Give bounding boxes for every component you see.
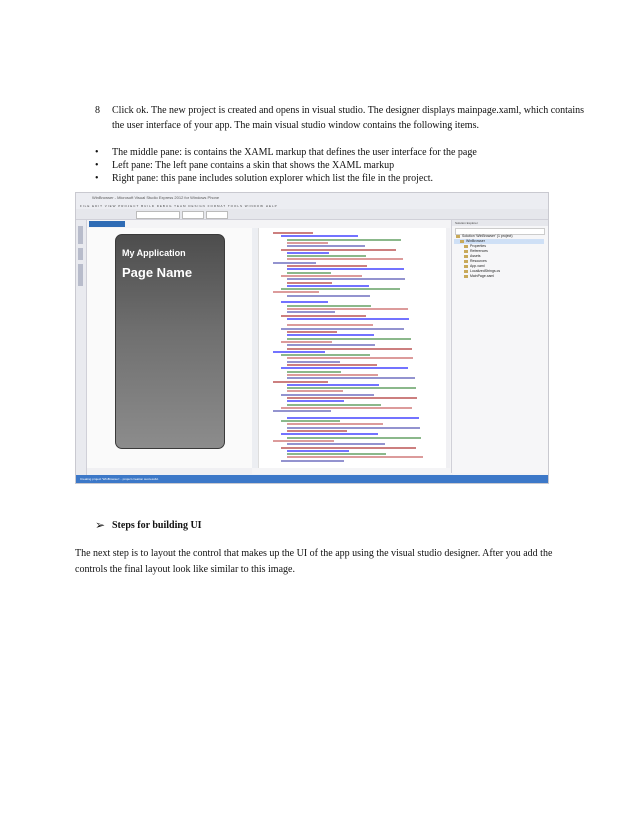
- code-line: [287, 417, 419, 419]
- config-dropdown: [182, 211, 204, 219]
- explorer-item: Resources: [464, 259, 487, 264]
- code-line: [287, 387, 416, 389]
- explorer-item: Assets: [464, 254, 481, 259]
- code-line: [287, 295, 370, 297]
- code-line: [281, 367, 408, 369]
- code-line: [281, 394, 374, 396]
- code-line: [281, 354, 370, 356]
- code-line: [287, 318, 409, 320]
- visual-studio-screenshot: [75, 192, 549, 484]
- app-title: My Application: [122, 248, 186, 258]
- toolbar: [76, 209, 548, 220]
- code-line: [273, 351, 325, 353]
- code-line: [287, 324, 373, 326]
- bullet-dot-icon: •: [95, 173, 99, 184]
- code-line: [273, 440, 334, 442]
- code-line: [287, 338, 411, 340]
- code-line: [273, 262, 316, 264]
- code-line: [287, 361, 340, 363]
- code-line: [287, 371, 341, 373]
- code-line: [273, 291, 319, 293]
- explorer-title: Solution Explorer: [452, 220, 549, 226]
- code-line: [287, 239, 401, 241]
- code-line: [287, 450, 349, 452]
- code-line: [287, 374, 378, 376]
- code-line: [281, 341, 332, 343]
- code-line: [281, 328, 404, 330]
- code-line: [281, 420, 340, 422]
- code-line: [287, 334, 374, 336]
- device-dropdown: [136, 211, 180, 219]
- bullet-text: The middle pane: is contains the XAML markup that defines the user interface for the page: [112, 147, 477, 158]
- code-line: [287, 404, 381, 406]
- bullet-item: [95, 146, 477, 160]
- code-line: [281, 447, 416, 449]
- code-line: [287, 278, 405, 280]
- explorer-item: WinBrowser: [460, 239, 485, 244]
- code-line: [287, 384, 379, 386]
- code-line: [281, 433, 378, 435]
- code-line: [281, 288, 400, 290]
- code-line: [287, 285, 369, 287]
- code-line: [287, 344, 375, 346]
- code-line: [281, 249, 396, 251]
- code-line: [287, 364, 377, 366]
- bullet-item: [95, 159, 394, 173]
- window-title: WinBrowser - Microsoft Visual Studio Express 2012 for Windows Phone: [76, 193, 548, 203]
- page-name: Page Name: [122, 265, 193, 280]
- code-line: [287, 443, 385, 445]
- bullet-text: Right pane: this pane includes solution explorer which list the file in the project.: [112, 173, 434, 184]
- code-line: [273, 410, 331, 412]
- code-line: [281, 275, 362, 277]
- platform-dropdown: [206, 211, 228, 219]
- design-tab: [89, 221, 125, 227]
- explorer-item: Solution 'WinBrowser' (1 project): [456, 234, 513, 239]
- status-bar: Creating project 'WinBrowser'... project creation successful.: [76, 475, 548, 483]
- code-line: [281, 460, 344, 462]
- code-line: [287, 331, 337, 333]
- explorer-item: Properties: [464, 244, 486, 249]
- code-line: [287, 272, 331, 274]
- explorer-item: MainPage.xaml: [464, 274, 494, 279]
- code-line: [287, 255, 366, 257]
- code-line: [273, 232, 313, 234]
- code-line: [287, 397, 417, 399]
- code-line: [287, 430, 347, 432]
- code-line: [287, 456, 423, 458]
- code-line: [287, 348, 412, 350]
- menu-bar: FILE EDIT VIEW PROJECT BUILD DEBUG TEAM DESIGN FORMAT TOOLS WINDOW HELP: [76, 203, 548, 209]
- code-line: [287, 252, 329, 254]
- explorer-item: References: [464, 249, 488, 254]
- code-line: [281, 315, 366, 317]
- code-line: [287, 390, 343, 392]
- step-paragraph: Click ok. The new project is created and opens in visual studio. The designer displays mainpage.xaml, which contains the user interface of your app. The main visual studio window contains the following items.: [112, 105, 585, 131]
- explorer-item: LocalizedStrings.cs: [464, 269, 500, 274]
- code-line: [281, 301, 328, 303]
- xaml-pane: [258, 228, 447, 468]
- code-line: [287, 357, 413, 359]
- bullet-text: Left pane: The left pane contains a skin that shows the XAML markup: [112, 160, 395, 171]
- explorer-item: App.xaml: [464, 264, 485, 269]
- code-line: [287, 242, 328, 244]
- code-line: [287, 311, 335, 313]
- code-line: [287, 305, 371, 307]
- code-line: [281, 407, 412, 409]
- code-line: [287, 427, 420, 429]
- code-line: [287, 453, 386, 455]
- bullet-dot-icon: •: [95, 160, 99, 171]
- code-line: [287, 258, 403, 260]
- arrow-bullet-icon: ➢: [95, 518, 106, 532]
- code-line: [287, 308, 408, 310]
- toolbox-strip: [76, 220, 87, 475]
- bullet-item: [95, 172, 433, 186]
- code-line: [287, 282, 332, 284]
- code-line: [287, 377, 415, 379]
- code-line: [287, 400, 344, 402]
- code-line: [287, 268, 404, 270]
- code-line: [287, 423, 383, 425]
- section-heading: Steps for building UI: [112, 520, 202, 531]
- code-line: [281, 235, 358, 237]
- code-line: [287, 245, 365, 247]
- xaml-scrollbar: [446, 228, 450, 468]
- code-line: [273, 381, 328, 383]
- bullet-dot-icon: •: [95, 147, 99, 158]
- body-paragraph: The next step is to layout the control that makes up the UI of the app using the visual studio designer. After you add the controls the final layout look like similar to this image.: [75, 548, 553, 575]
- step-number: 8: [95, 105, 100, 116]
- code-line: [287, 265, 367, 267]
- code-line: [287, 437, 421, 439]
- solution-explorer: [451, 220, 549, 473]
